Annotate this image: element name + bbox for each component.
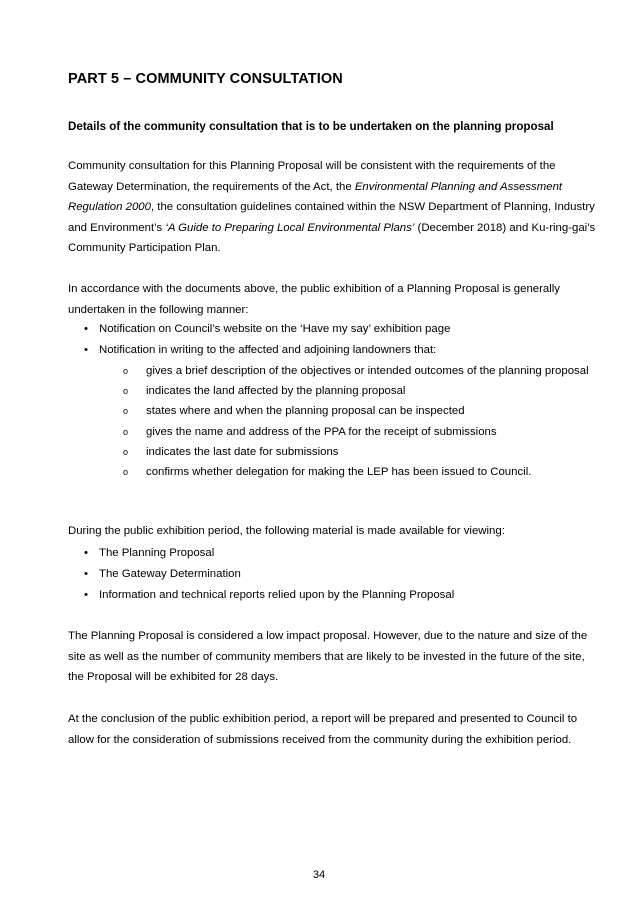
page-number: 34 xyxy=(312,869,326,881)
paragraph-exhibition-material: During the public exhibition period, the following material is made available for viewing: xyxy=(68,525,505,537)
bullet-icon: • xyxy=(84,568,88,580)
list-item: o indicates the last date for submissions xyxy=(123,442,593,462)
paragraph-text: , the consultation guidelines contained within the NSW Department of Planning, Industry and Environment’s xyxy=(68,201,595,234)
bullet-icon: • xyxy=(84,323,88,335)
bullet-icon: • xyxy=(84,547,88,559)
list-item: • The Gateway Determination xyxy=(68,564,454,585)
list-item: o indicates the land affected by the planning proposal xyxy=(123,381,593,401)
list-item: • Notification in writing to the affected and adjoining landowners that: xyxy=(68,340,450,361)
paragraph-text: (December 2018) and Ku-ring-gai’s Community Participation Plan. xyxy=(68,221,596,255)
regulation-title: Environmental Planning and Assessment Regulation 2000 xyxy=(68,180,563,214)
section-heading: PART 5 – COMMUNITY CONSULTATION xyxy=(68,71,343,87)
list-item: • Information and technical reports relied upon by the Planning Proposal xyxy=(68,585,454,606)
circle-bullet-icon: o xyxy=(123,426,129,437)
paragraph-exhibition-period: The Planning Proposal is considered a low impact proposal. However, due to the nature and size of the site as well as the number of community members that are likely to be invested in the future of the site, the Proposal will be exhibited for 28 days. xyxy=(68,630,588,684)
list-item: • The Planning Proposal xyxy=(68,543,454,564)
list-item: o confirms whether delegation for making the LEP has been issued to Council. xyxy=(123,462,593,482)
paragraph-exhibition-manner: In accordance with the documents above, the public exhibition of a Planning Proposal is generally undertaken in the following manner: xyxy=(68,283,560,316)
bullet-icon: • xyxy=(84,344,88,356)
circle-bullet-icon: o xyxy=(123,386,129,397)
circle-bullet-icon: o xyxy=(123,446,129,457)
section-subheading: Details of the community consultation that is to be undertaken on the planning proposal xyxy=(68,120,554,133)
circle-bullet-icon: o xyxy=(123,467,129,478)
list-item: • Notification on Council’s website on the ‘Have my say’ exhibition page xyxy=(68,319,450,340)
exhibition-manner-list xyxy=(68,319,450,361)
exhibition-material-list xyxy=(68,543,454,606)
circle-bullet-icon: o xyxy=(123,366,129,376)
list-item: o states where and when the planning proposal can be inspected xyxy=(123,401,593,421)
notification-sublist xyxy=(123,361,593,482)
paragraph-consultation-requirements xyxy=(68,156,598,259)
circle-bullet-icon: o xyxy=(123,406,129,417)
guide-title: ‘A Guide to Preparing Local Environmental Plans’ xyxy=(165,221,415,234)
paragraph-conclusion: At the conclusion of the public exhibition period, a report will be prepared and presented to Council to allow for the consideration of submissions received from the community during the exhibition period. xyxy=(68,713,578,746)
paragraph-text: Community consultation for this Planning Proposal will be consistent with the requirements of the Gateway Determination, the requirements of the Act, the xyxy=(68,160,556,193)
list-item: o gives the name and address of the PPA for the receipt of submissions xyxy=(123,422,593,442)
bullet-icon: • xyxy=(84,589,88,601)
list-item: o gives a brief description of the objectives or intended outcomes of the planning proposal xyxy=(123,361,593,381)
